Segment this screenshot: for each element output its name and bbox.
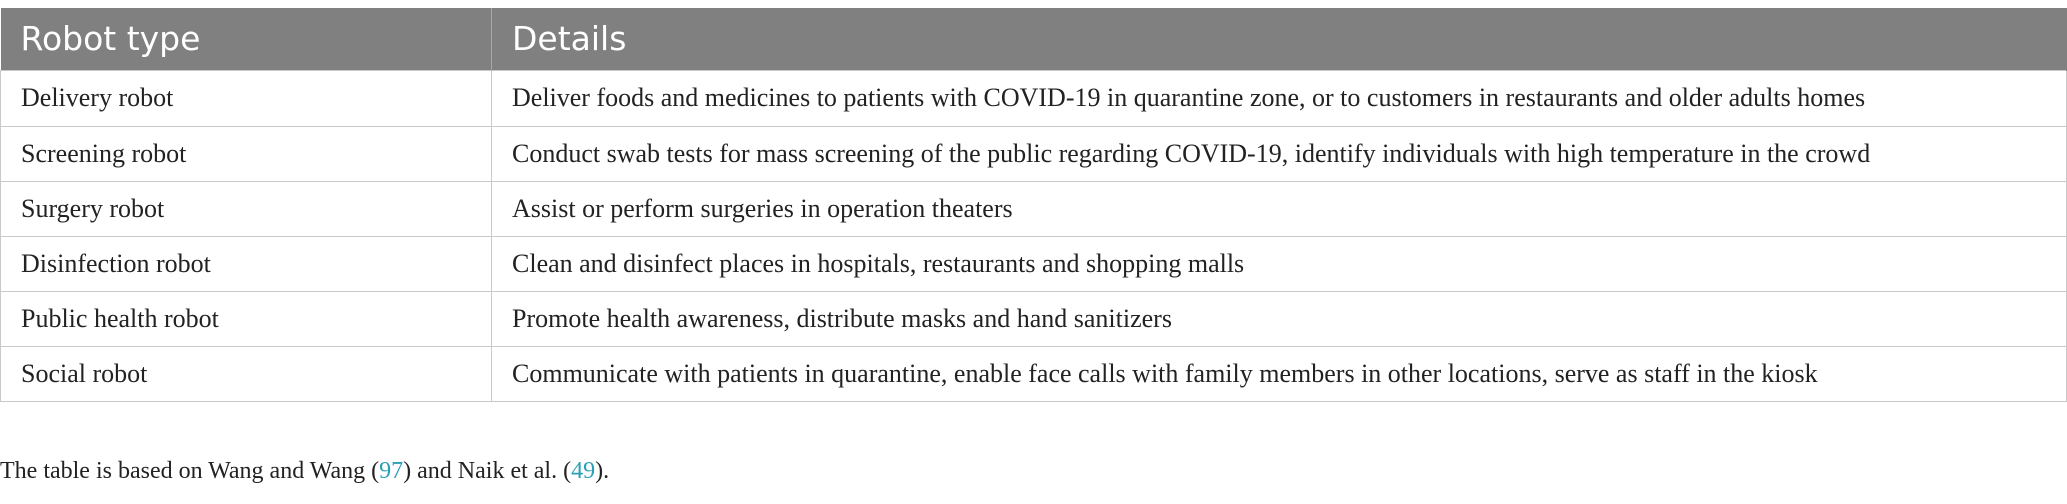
- details-cell: Promote health awareness, distribute masks and hand sanitizers: [492, 291, 2067, 346]
- details-cell: Deliver foods and medicines to patients with COVID-19 in quarantine zone, or to customers in restaurants and older adults homes: [492, 70, 2067, 126]
- column-header-details: Details: [492, 8, 2067, 70]
- table-row: [1, 126, 2067, 181]
- details-cell: Communicate with patients in quarantine, enable face calls with family members in other locations, serve as staff in the kiosk: [492, 346, 2067, 401]
- column-header-robot-type: Robot type: [1, 8, 492, 70]
- table-row: [1, 346, 2067, 401]
- robot-type-cell: Social robot: [1, 346, 492, 401]
- reference-link-97[interactable]: 97: [379, 458, 404, 484]
- robot-type-cell: Surgery robot: [1, 181, 492, 236]
- footnote-text-middle: ) and Naik et al. (: [403, 458, 572, 484]
- table-row: [1, 70, 2067, 126]
- robot-type-cell: Disinfection robot: [1, 236, 492, 291]
- robot-type-cell: Screening robot: [1, 126, 492, 181]
- table-row: [1, 291, 2067, 346]
- table-body: [1, 70, 2067, 401]
- details-cell: Clean and disinfect places in hospitals, restaurants and shopping malls: [492, 236, 2067, 291]
- table-footnote: [0, 458, 609, 485]
- robot-type-cell: Delivery robot: [1, 70, 492, 126]
- header-row: [1, 8, 2067, 70]
- table-row: [1, 181, 2067, 236]
- reference-link-49[interactable]: 49: [571, 458, 596, 484]
- robot-types-table: [0, 8, 2067, 402]
- robot-types-table-container: [0, 8, 2066, 402]
- table-header: [1, 8, 2067, 70]
- table-row: [1, 236, 2067, 291]
- footnote-text-before: The table is based on Wang and Wang (: [0, 458, 380, 484]
- robot-type-cell: Public health robot: [1, 291, 492, 346]
- details-cell: Assist or perform surgeries in operation theaters: [492, 181, 2067, 236]
- footnote-text-after: ).: [595, 458, 610, 484]
- details-cell: Conduct swab tests for mass screening of the public regarding COVID-19, identify individuals with high temperature in the crowd: [492, 126, 2067, 181]
